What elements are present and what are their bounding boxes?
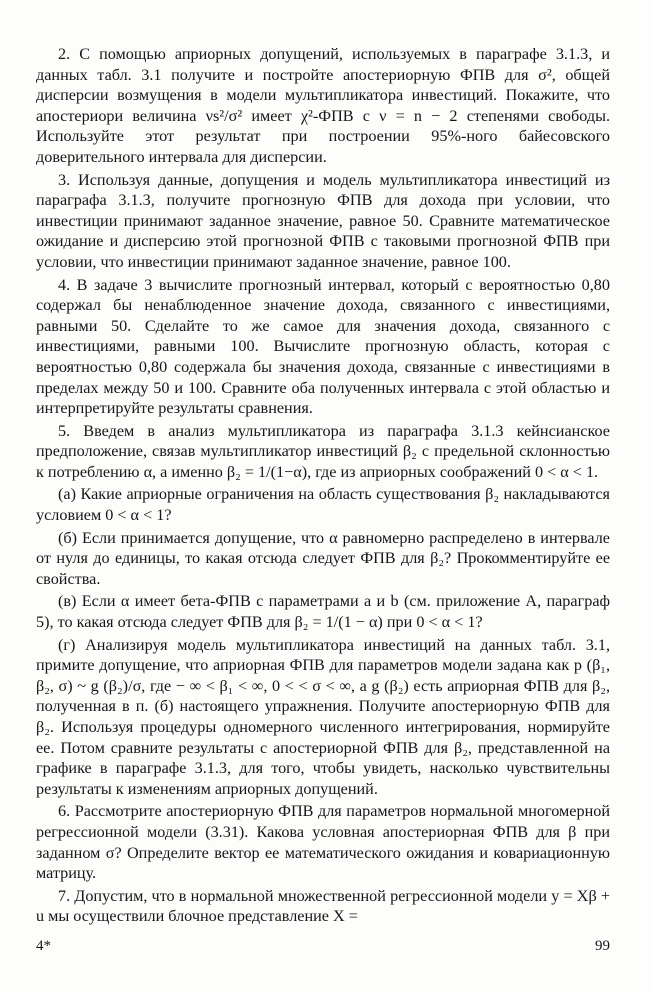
body-text bbox=[36, 44, 610, 929]
exercise-5c: (в) Если α имеет бета-ФПВ с параметрами a и b (см. приложение А, параграф 5), то какая отсюда следует ФПВ для β₂ = 1/(1 − α) при 0 < α < 1? bbox=[36, 592, 610, 632]
exercise-5: 5. Введем в анализ мультипликатора из параграфа 3.1.3 кейнсианское предположение, связав мультипликатор инвестиций β₂ с предельной склонностью к потреблению α, а именно β₂ = 1/(1−α), где из априорных соображений 0 < α < 1. bbox=[36, 421, 610, 481]
exercise-4: 4. В задаче 3 вычислите прогнозный интервал, который с вероятностью 0,80 содержал бы ненаблюденное значение дохода, связанного с инвестициями, равными 50. Сделайте то же самое для значения дохода, связанного с инвестициями, равными 100. Вычислите прогнозную область, которая с вероятностью 0,80 содержала бы значения дохода, связанные с инвестициями в пределах между 50 и 100. Сравните оба полученных интервала с этой областью и интерпретируйте результаты сравнения. bbox=[36, 275, 610, 418]
exercise-3: 3. Используя данные, допущения и модель мультипликатора инвестиций из параграфа 3.1.3, получите прогнозную ФПВ для дохода при условии, что инвестиции принимают заданное значение, равное 50. Сравните математическое ожидание и дисперсию этой прогнозной ФПВ с таковыми прогнозной ФПВ при условии, что инвестиции принимают заданное значение, равное 100. bbox=[36, 170, 610, 271]
exercise-5b: (б) Если принимается допущение, что α равномерно распределено в интервале от нуля до единицы, то какая отсюда следует ФПВ для β₂? Прокомментируйте ее свойства. bbox=[36, 528, 610, 588]
exercise-5a: (а) Какие априорные ограничения на область существования β₂ накладываются условием 0 < α < 1? bbox=[36, 485, 610, 525]
exercise-6: 6. Рассмотрите апостериорную ФПВ для параметров нормальной многомерной регрессионной модели (3.31). Какова условная апостериорная ФПВ для β при заданном σ? Определите вектор ее математического ожидания и ковариационную матрицу. bbox=[36, 802, 610, 883]
exercise-7: 7. Допустим, что в нормальной множественной регрессионной модели y = Xβ + u мы осуществили блочное представление X = bbox=[36, 886, 610, 926]
signature-mark: 4* bbox=[36, 938, 51, 954]
page-number: 99 bbox=[595, 938, 610, 954]
page-footer bbox=[36, 938, 610, 955]
exercise-2: 2. С помощью априорных допущений, используемых в параграфе 3.1.3, и данных табл. 3.1 получите и постройте апостериорную ФПВ для σ², общей дисперсии возмущения в модели мультипликатора инвестиций. Покажите, что апостериори величина νs²/σ² имеет χ²-ФПВ с ν = n − 2 степенями свободы. Используйте этот результат при построении 95%-ного байесовского доверительного интервала для дисперсии. bbox=[36, 45, 610, 166]
exercise-5d: (г) Анализируя модель мультипликатора инвестиций на данных табл. 3.1, примите допущение, что априорная ФПВ для параметров модели задана как p (β₁, β₂, σ) ~ g (β₂)/σ, где − ∞ < β₁ < ∞, 0 < < σ < ∞, а g (β₂) есть априорная ФПВ для β₂, полученная в п. (б) настоящего упражнения. Получите апостериорную ФПВ для β₂. Используя процедуры одномерного численного интегрирования, нормируйте ее. Потом сравните результаты с апостериорной ФПВ для β₂, представленной на графике в параграфе 3.1.3, для того, чтобы увидеть, насколько чувствительны результаты к изменениям априорных допущений. bbox=[36, 635, 610, 798]
